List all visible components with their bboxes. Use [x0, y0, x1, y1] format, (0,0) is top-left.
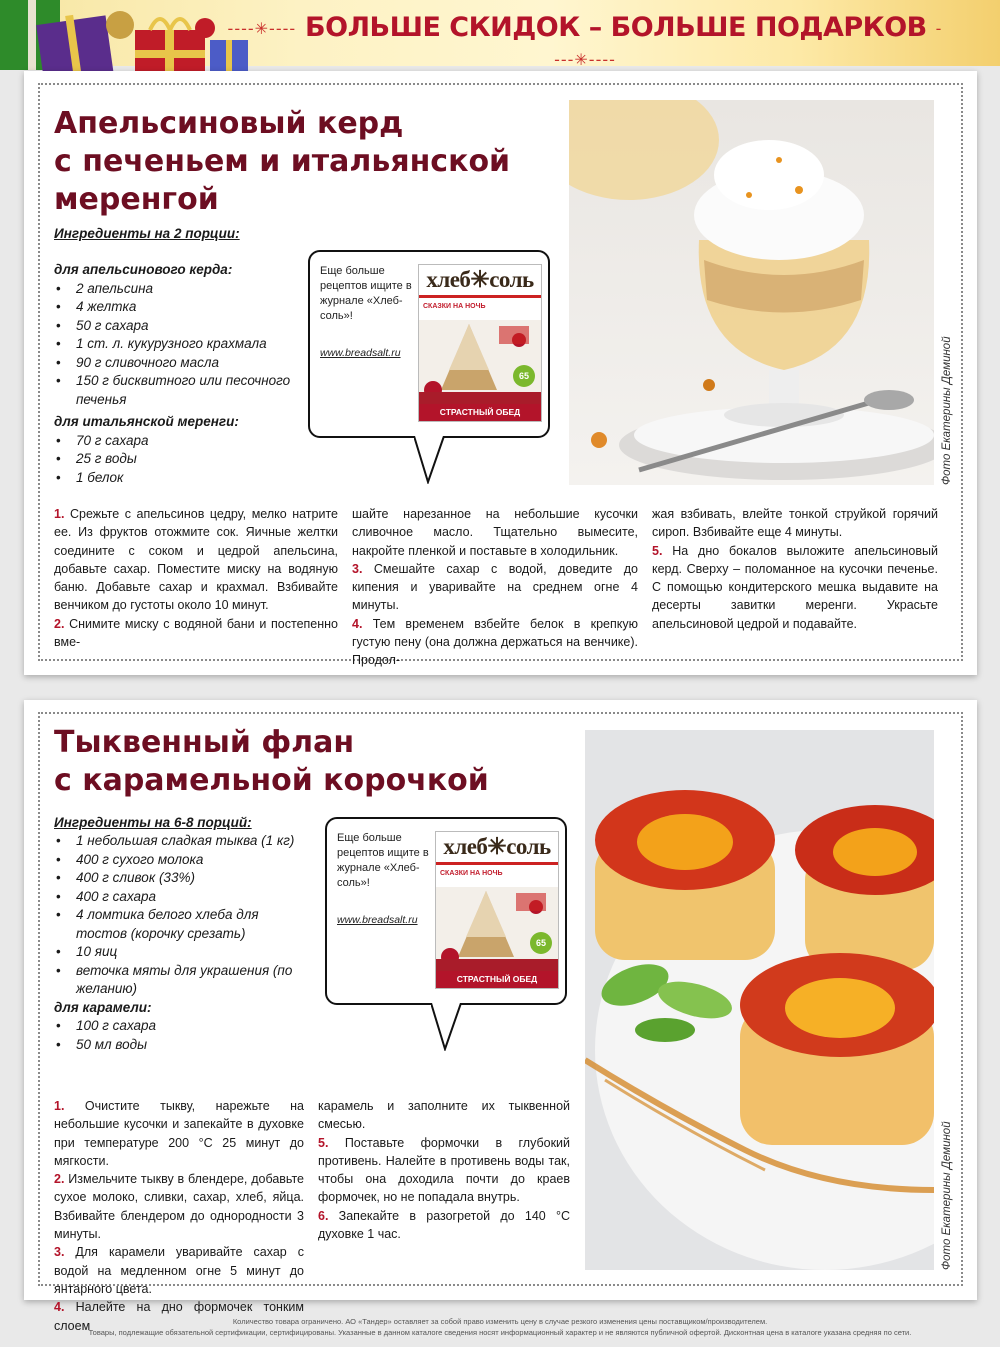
step-text: Снимите миску с водяной бани и постепенно вме- [54, 616, 338, 650]
instruction-step [352, 505, 638, 560]
instruction-step [54, 1097, 304, 1170]
instructions-column-1 [54, 505, 338, 651]
ingredient-item: • 4 ломтика белого хлеба для тостов (корочку срезать) [54, 906, 304, 943]
ingredient-item: • 4 желтка [54, 298, 314, 317]
ingredients-list [54, 261, 314, 487]
instruction-step [54, 1243, 304, 1298]
ingredient-item: • 400 г сахара [54, 888, 304, 907]
instruction-step [318, 1097, 570, 1134]
ingredient-item: • 10 яиц [54, 943, 304, 962]
christmas-tree-cookie-image [436, 887, 559, 975]
recipe-title-line: с печеньем и итальянской [54, 144, 511, 179]
step-text: Измельчите тыкву в блендере, добавьте сухое молоко, сливки, сахар, хлеб, яйца. Взбивайте блендером до однородности 3 минуты. [54, 1172, 304, 1242]
step-number: 4. [352, 616, 363, 631]
step-text: На дно бокалов выложите апельсиновый керд. Сверху – поломанное на кусочки печенье. С помощью кондитерского мешка выдавите на десерты завитки меренги. Украсьте апельсиновой цедрой и подавайте. [652, 543, 938, 631]
recipe-title [54, 105, 510, 219]
step-number: 3. [54, 1245, 65, 1260]
magazine-link[interactable]: www.breadsalt.ru [320, 347, 401, 359]
instruction-step [54, 1170, 304, 1243]
magazine-cover-badge: 65 [513, 365, 535, 387]
pumpkin-flan-photo [585, 730, 934, 1270]
footer-disclaimer [40, 1316, 960, 1338]
banner-title-text: БОЛЬШЕ СКИДОК – БОЛЬШЕ ПОДАРКОВ [305, 12, 927, 43]
instructions-column-2 [352, 505, 638, 670]
magazine-promo-text: Еще больше рецептов ищите в журнале «Хлеб-соль»! [337, 832, 429, 889]
photo-credit: Фото Екатерины Деминой [941, 1121, 953, 1270]
magazine-cover-tag: СКАЗКИ НА НОЧЬ [440, 870, 503, 877]
magazine-cover-tag: СКАЗКИ НА НОЧЬ [423, 303, 486, 310]
step-number: 5. [318, 1135, 329, 1150]
magazine-cover-strip [436, 862, 558, 865]
instruction-step [652, 542, 938, 633]
instructions-column-3 [652, 505, 938, 633]
step-text: Очистите тыкву, нарежьте на небольшие кусочки и запекайте в духовке при температуре 200 °С 25 минут до мягкости. [54, 1099, 304, 1168]
ingredient-group-title: для апельсинового керда: [54, 262, 233, 277]
step-number: 2. [54, 1172, 65, 1187]
magazine-cover-title: хлеб✳соль [426, 267, 534, 292]
ingredient-item: • 50 мл воды [54, 1036, 304, 1055]
recipe-title [54, 724, 489, 800]
step-text: жая взбивать, влейте тонкой струйкой горячий сироп. Взбивайте еще 4 минуты. [652, 507, 938, 540]
ingredients-list [54, 832, 304, 1054]
magazine-cover-bottom-text: СТРАСТНЫЙ ОБЕД [436, 971, 558, 988]
magazine-link[interactable]: www.breadsalt.ru [337, 914, 418, 926]
ingredient-item: • 70 г сахара [54, 432, 314, 451]
step-text: Поставьте формочки в глубокий противень. Налейте в противень воды так, чтобы она доходила почти до краев формочек, но не попадала внутрь. [318, 1135, 570, 1205]
photo-credit: Фото Екатерины Деминой [941, 336, 953, 485]
footer-line: Количество товара ограничено. АО «Тандер» оставляет за собой право изменить цену в случае резкого изменения цены поставщиком/производителем. [232, 1317, 768, 1326]
instruction-step [54, 505, 338, 615]
recipe-title-line: Апельсиновый керд [54, 106, 404, 141]
ingredient-item: • 150 г бисквитного или песочного печенья [54, 372, 314, 409]
instruction-step [318, 1207, 570, 1244]
step-number: 5. [652, 543, 663, 558]
bubble-tail [414, 436, 464, 484]
footer-line: Товары, подлежащие обязательной сертификации, сертифицированы. Указанные в данном каталоге сведения носят информационный характер и не являются публичной офертой. Дисконтная цена в каталоге указана средняя по сети. [88, 1328, 912, 1337]
instruction-step [652, 505, 938, 542]
step-text: Тем временем взбейте белок в крепкую густую пену (она должна держаться на венчике). Продол- [352, 616, 638, 668]
ingredient-item: • 1 ст. л. кукурузного крахмала [54, 335, 314, 354]
step-text: Запекайте в разогретой до 140 °С духовке 1 час. [318, 1208, 570, 1242]
ingredients-heading: Ингредиенты на 6-8 порций: [54, 815, 252, 830]
ingredient-item: • веточка мяты для украшения (по желанию) [54, 962, 304, 999]
instructions-column-2 [318, 1097, 570, 1243]
recipe-title-line: меренгой [54, 182, 219, 217]
instruction-step [352, 615, 638, 670]
ingredient-item: • 2 апельсина [54, 280, 314, 299]
banner-title [225, 12, 945, 74]
magazine-cover [418, 264, 542, 422]
instruction-step [54, 615, 338, 652]
magazine-promo-text: Еще больше рецептов ищите в журнале «Хлеб-соль»! [320, 265, 412, 322]
magazine-cover-bottom-text: СТРАСТНЫЙ ОБЕД [419, 404, 541, 421]
step-number: 1. [54, 507, 65, 521]
ingredient-item: • 100 г сахара [54, 1017, 304, 1036]
ingredient-item: • 25 г воды [54, 450, 314, 469]
ingredient-item: • 400 г сливок (33%) [54, 869, 304, 888]
step-text: Срежьте с апельсинов цедру, мелко натрите ее. Из фруктов отожмите сок. Яичные желтки соедините с соком и цедрой апельсина, добавьте сахар. Поместите миску на водяную баню. Добавьте сахар и крахмал. Взбивайте венчиком до густоты около 10 минут. [54, 507, 338, 613]
magazine-cover [435, 831, 559, 989]
recipe-title-line: с карамельной корочкой [54, 763, 489, 798]
ingredient-item: • 90 г сливочного масла [54, 354, 314, 373]
magazine-cover-strip [419, 295, 541, 298]
step-number: 2. [54, 616, 65, 631]
step-text: Смешайте сахар с водой, доведите до кипения и уваривайте на среднем огне 4 минуты. [352, 561, 638, 613]
recipe-card-orange-curd [24, 71, 977, 675]
bubble-tail [431, 1003, 481, 1051]
ingredient-item: • 1 белок [54, 469, 314, 488]
step-text: карамель и заполните их тыквенной смесью. [318, 1099, 570, 1132]
step-number: 3. [352, 561, 363, 576]
ingredient-group-title: для карамели: [54, 999, 152, 1015]
step-text: Налейте на дно формочек тонким слоем [54, 1300, 304, 1333]
step-number: 6. [318, 1208, 329, 1223]
magazine-cover-badge: 65 [530, 932, 552, 954]
recipe-title-line: Тыквенный флан [54, 725, 355, 760]
banner-dash-right: ----✳---- [554, 19, 943, 69]
step-number: 4. [54, 1300, 65, 1315]
step-text: Для карамели уваривайте сахар с водой на медленном огне 5 минут до янтарного цвета. [54, 1245, 304, 1296]
instructions-column-1 [54, 1097, 304, 1335]
ingredient-item: • 1 небольшая сладкая тыква (1 кг) [54, 832, 304, 851]
banner-dash-left: ----✳---- [227, 19, 297, 38]
ingredient-group-title: для итальянской меренги: [54, 414, 239, 429]
ingredient-item: • 400 г сухого молока [54, 851, 304, 870]
orange-curd-dessert-photo [569, 100, 934, 485]
step-text: шайте нарезанное на небольшие кусочки сливочное масло. Тщательно вымесите, накройте пленкой и поставьте в холодильник. [352, 507, 638, 558]
magazine-promo-bubble [325, 817, 567, 1005]
step-number: 1. [54, 1099, 65, 1113]
magazine-promo-bubble [308, 250, 550, 438]
ingredient-item: • 50 г сахара [54, 317, 314, 336]
christmas-tree-cookie-image [419, 320, 542, 408]
instruction-step [318, 1134, 570, 1207]
instruction-step [352, 560, 638, 615]
ingredients-heading: Ингредиенты на 2 порции: [54, 226, 240, 241]
magazine-cover-title: хлеб✳соль [443, 834, 551, 859]
